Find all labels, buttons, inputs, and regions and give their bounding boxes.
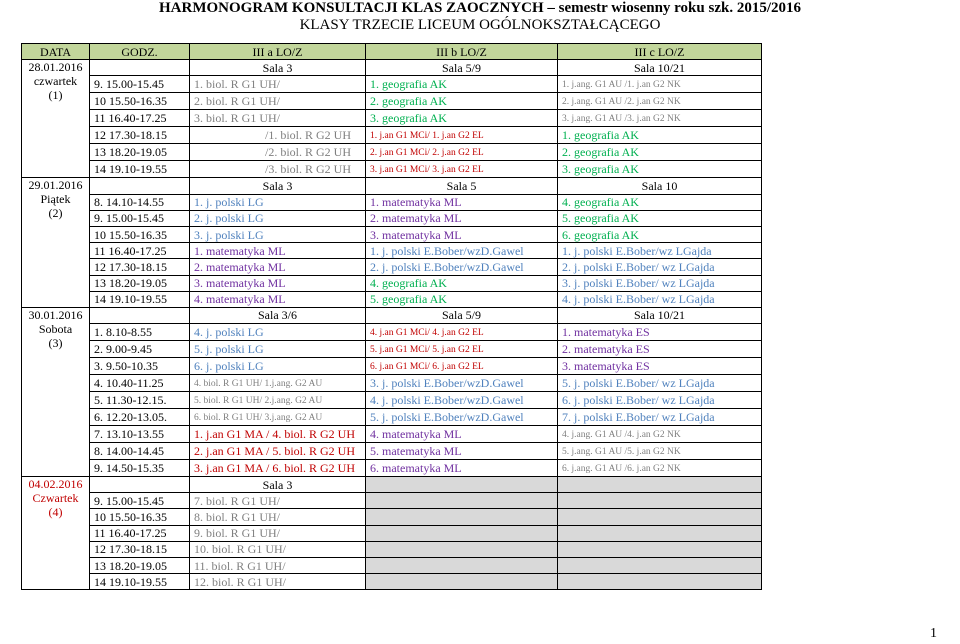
entry-text: 2. geografia AK (370, 94, 447, 109)
session-room-row (22, 60, 762, 76)
lesson-cell-c (558, 443, 762, 460)
lesson-row (22, 93, 762, 110)
lesson-row (22, 76, 762, 93)
entry-text: 2. biol. R G1 UH/ (194, 94, 281, 109)
lesson-row (22, 509, 762, 525)
room-label: Sala 10 (558, 178, 762, 194)
lesson-cell-b (366, 392, 558, 409)
lesson-cell-a (190, 144, 366, 161)
lesson-row (22, 275, 762, 291)
lesson-cell-a (190, 392, 366, 409)
lesson-cell-a (190, 558, 366, 574)
lesson-cell-b (366, 275, 558, 291)
page-number: 1 (930, 626, 937, 641)
header-row (22, 44, 762, 60)
lesson-cell-b (366, 291, 558, 307)
entry-text: 2. j. polski E.Bober/wzD.Gawel (370, 259, 524, 274)
lesson-cell-a (190, 375, 366, 392)
lesson-cell-c (558, 509, 762, 525)
header-date: DATA (22, 44, 90, 60)
lesson-cell-a (190, 226, 366, 242)
lesson-cell-b (366, 243, 558, 259)
entry-text: 5. j. polski E.Bober/wzD.Gawel (370, 410, 524, 425)
lesson-cell-a (190, 194, 366, 210)
entry-text: 8. biol. R G1 UH/ (194, 510, 281, 525)
entry-text: 3. j.an G1 MCi/ 3. j.an G2 EL (370, 165, 484, 176)
lesson-time: 12 17.30-18.15 (90, 127, 190, 144)
lesson-cell-a (190, 275, 366, 291)
entry-text: 1. matematyka ML (194, 243, 286, 258)
entry-text: 1. j. polski E.Bober/wzD.Gawel (370, 243, 524, 258)
entry-text: 7. j. polski E.Bober/ wz LGajda (562, 410, 715, 425)
entry-text: 2. j.an G1 MA / 5. biol. R G2 UH (194, 444, 356, 459)
lesson-time: 11 16.40-17.25 (90, 525, 190, 541)
entry-text: 1. geografia AK (562, 128, 639, 143)
lesson-cell-b (366, 161, 558, 178)
lesson-cell-c (558, 409, 762, 426)
lesson-cell-a (190, 161, 366, 178)
lesson-cell-b (366, 525, 558, 541)
time-blank (90, 178, 190, 194)
lesson-cell-c (558, 392, 762, 409)
lesson-row (22, 443, 762, 460)
lesson-row (22, 375, 762, 392)
lesson-time: 13 18.20-19.05 (90, 275, 190, 291)
entry-text: 5. biol. R G1 UH/ 2.j.ang. G2 AU (194, 396, 323, 407)
title-line-2: KLASY TRZECIE LICEUM OGÓLNOKSZTAŁCĄCEGO (299, 17, 661, 33)
lesson-cell-b (366, 358, 558, 375)
lesson-cell-b (366, 144, 558, 161)
session-day: Piątek (40, 192, 71, 207)
lesson-cell-a (190, 443, 366, 460)
session-room-row (22, 477, 762, 493)
lesson-cell-c (558, 541, 762, 557)
lesson-cell-a (190, 426, 366, 443)
lesson-cell-b (366, 409, 558, 426)
entry-text: 6. matematyka ML (370, 461, 462, 476)
lesson-row (22, 409, 762, 426)
lesson-row (22, 291, 762, 307)
entry-text: 5. j. polski E.Bober/ wz LGajda (562, 376, 715, 391)
lesson-row (22, 574, 762, 590)
lesson-time: 14 19.10-19.55 (90, 161, 190, 178)
lesson-cell-b (366, 541, 558, 557)
lesson-row (22, 194, 762, 210)
lesson-cell-c (558, 324, 762, 341)
lesson-cell-b (366, 426, 558, 443)
lesson-cell-b (366, 558, 558, 574)
entry-text: 5. j. polski LG (194, 342, 264, 357)
lesson-cell-a (190, 525, 366, 541)
lesson-cell-c (558, 525, 762, 541)
entry-text: 10. biol. R G1 UH/ (194, 542, 287, 557)
lesson-time: 3. 9.50-10.35 (90, 358, 190, 375)
lesson-time: 2. 9.00-9.45 (90, 341, 190, 358)
entry-text: 2. matematyka ES (562, 342, 650, 357)
lesson-row (22, 392, 762, 409)
lesson-cell-a (190, 409, 366, 426)
lesson-row (22, 460, 762, 477)
entry-text: 3. j. polski LG (194, 227, 264, 242)
lesson-time: 8. 14.10-14.55 (90, 194, 190, 210)
lesson-row (22, 259, 762, 275)
session-num: (2) (48, 206, 63, 221)
time-blank (90, 477, 190, 493)
lesson-cell-a (190, 76, 366, 93)
lesson-time: 12 17.30-18.15 (90, 259, 190, 275)
entry-text: 4. j. polski E.Bober/ wz LGajda (562, 292, 715, 307)
lesson-time: 9. 14.50-15.35 (90, 460, 190, 477)
room-label: Sala 5/9 (366, 307, 558, 323)
session-date: 29.01.2016 (28, 178, 83, 193)
entry-text: 1. j.an G1 MA / 4. biol. R G2 UH (194, 427, 356, 442)
lesson-cell-a (190, 341, 366, 358)
entry-text: 2. matematyka ML (194, 259, 286, 274)
lesson-cell-a (190, 291, 366, 307)
entry-text: 11. biol. R G1 UH/ (194, 558, 286, 573)
entry-text: 6. biol. R G1 UH/ 3.j.ang. G2 AU (194, 413, 323, 424)
lesson-cell-c (558, 375, 762, 392)
lesson-time: 12 17.30-18.15 (90, 541, 190, 557)
lesson-cell-c (558, 243, 762, 259)
lesson-cell-a (190, 93, 366, 110)
lesson-row (22, 525, 762, 541)
entry-text: 2. geografia AK (562, 145, 639, 160)
lesson-cell-c (558, 460, 762, 477)
entry-text: 4. j.ang. G1 AU /4. j.an G2 NK (562, 430, 681, 441)
session-day: Sobota (38, 321, 73, 336)
entry-text: /1. biol. R G2 UH (264, 128, 351, 143)
entry-text: 5. j.an G1 MCi/ 5. j.an G2 EL (370, 345, 484, 356)
lesson-cell-c (558, 558, 762, 574)
room-label: Sala 5 (366, 178, 558, 194)
lesson-time: 8. 14.00-14.45 (90, 443, 190, 460)
entry-text: 1. j. polski LG (194, 195, 264, 210)
lesson-row (22, 426, 762, 443)
entry-text: 3. geografia AK (370, 111, 447, 126)
entry-text: /2. biol. R G2 UH (264, 145, 351, 160)
entry-text: /3. biol. R G2 UH (264, 162, 351, 177)
lesson-cell-c (558, 493, 762, 509)
entry-text: 6. j.an G1 MCi/ 6. j.an G2 EL (370, 362, 484, 373)
entry-text: 4. j. polski E.Bober/wzD.Gawel (370, 393, 524, 408)
lesson-row (22, 243, 762, 259)
lesson-time: 14 19.10-19.55 (90, 291, 190, 307)
lesson-time: 11 16.40-17.25 (90, 110, 190, 127)
entry-text: 1. geografia AK (370, 77, 447, 92)
entry-text: 4. biol. R G1 UH/ 1.j.ang. G2 AU (194, 379, 323, 390)
session-num: (1) (48, 88, 63, 103)
lesson-row (22, 324, 762, 341)
session-room-row (22, 307, 762, 323)
entry-text: 3. j. polski E.Bober/wzD.Gawel (370, 376, 524, 391)
lesson-cell-b (366, 509, 558, 525)
lesson-cell-c (558, 259, 762, 275)
lesson-cell-a (190, 460, 366, 477)
session-date-cell (22, 477, 90, 590)
lesson-cell-c (558, 358, 762, 375)
lesson-cell-a (190, 541, 366, 557)
lesson-cell-a (190, 324, 366, 341)
entry-text: 4. matematyka ML (370, 427, 462, 442)
lesson-cell-a (190, 210, 366, 226)
entry-text: 1. matematyka ML (370, 195, 462, 210)
lesson-cell-c (558, 76, 762, 93)
entry-text: 4. geografia AK (370, 276, 447, 291)
time-blank (90, 307, 190, 323)
session-room-row (22, 178, 762, 194)
session-date-cell (22, 307, 90, 476)
room-label: Sala 3/6 (190, 307, 366, 323)
entry-text: 1. j.ang. G1 AU /1. j.an G2 NK (562, 80, 681, 91)
room-label: Sala 10/21 (558, 307, 762, 323)
lesson-row (22, 110, 762, 127)
lesson-time: 5. 11.30-12.15. (90, 392, 190, 409)
lesson-cell-c (558, 93, 762, 110)
lesson-row (22, 358, 762, 375)
lesson-time: 4. 10.40-11.25 (90, 375, 190, 392)
session-num: (4) (48, 505, 63, 520)
lesson-row (22, 210, 762, 226)
lesson-cell-c (558, 275, 762, 291)
lesson-time: 1. 8.10-8.55 (90, 324, 190, 341)
lesson-cell-b (366, 460, 558, 477)
session-num: (3) (48, 335, 63, 350)
entry-text: 6. j. polski LG (194, 359, 264, 374)
entry-text: 9. biol. R G1 UH/ (194, 526, 281, 541)
lesson-cell-a (190, 243, 366, 259)
entry-text: 3. j.an G1 MA / 6. biol. R G2 UH (194, 461, 356, 476)
lesson-cell-b (366, 194, 558, 210)
entry-text: 5. j.ang. G1 AU /5. j.an G2 NK (562, 447, 681, 458)
entry-text: 1. matematyka ES (562, 325, 650, 340)
room-label (558, 477, 762, 493)
entry-text: 3. j. polski E.Bober/ wz LGajda (562, 276, 715, 291)
lesson-cell-c (558, 291, 762, 307)
entry-text: 3. j.ang. G1 AU /3. j.an G2 NK (562, 114, 681, 125)
lesson-time: 10 15.50-16.35 (90, 226, 190, 242)
entry-text: 3. matematyka ML (370, 227, 462, 242)
entry-text: 5. geografia AK (370, 292, 447, 307)
lesson-cell-a (190, 509, 366, 525)
entry-text: 3. matematyka ML (194, 276, 286, 291)
lesson-row (22, 127, 762, 144)
lesson-cell-c (558, 574, 762, 590)
entry-text: 5. matematyka ML (370, 444, 462, 459)
lesson-cell-b (366, 127, 558, 144)
lesson-cell-a (190, 358, 366, 375)
room-label: Sala 3 (190, 477, 366, 493)
lesson-cell-b (366, 493, 558, 509)
room-label: Sala 3 (190, 178, 366, 194)
schedule-table (21, 43, 762, 590)
session-date-cell (22, 178, 90, 308)
lesson-row (22, 493, 762, 509)
lesson-cell-b (366, 76, 558, 93)
lesson-cell-b (366, 259, 558, 275)
entry-text: 3. biol. R G1 UH/ (194, 111, 281, 126)
lesson-time: 9. 15.00-15.45 (90, 493, 190, 509)
lesson-cell-a (190, 493, 366, 509)
lesson-cell-c (558, 127, 762, 144)
entry-text: 6. j. polski E.Bober/ wz LGajda (562, 393, 715, 408)
session-day: czwartek (33, 74, 78, 89)
lesson-cell-c (558, 144, 762, 161)
entry-text: 6. j.ang. G1 AU /6. j.an G2 NK (562, 464, 681, 475)
lesson-row (22, 226, 762, 242)
entry-text: 1. biol. R G1 UH/ (194, 77, 281, 92)
lesson-time: 10 15.50-16.35 (90, 93, 190, 110)
session-date: 04.02.2016 (28, 477, 83, 492)
time-blank (90, 60, 190, 76)
entry-text: 7. biol. R G1 UH/ (194, 493, 281, 508)
entry-text: 3. geografia AK (562, 162, 639, 177)
room-label (366, 477, 558, 493)
lesson-cell-a (190, 127, 366, 144)
document-header (0, 0, 960, 34)
room-label: Sala 3 (190, 60, 366, 76)
entry-text: 4. geografia AK (562, 195, 639, 210)
lesson-cell-c (558, 161, 762, 178)
lesson-time: 7. 13.10-13.55 (90, 426, 190, 443)
lesson-cell-b (366, 443, 558, 460)
header-class-b: III b LO/Z (366, 44, 558, 60)
lesson-row (22, 558, 762, 574)
lesson-cell-c (558, 194, 762, 210)
lesson-cell-b (366, 210, 558, 226)
room-label: Sala 10/21 (558, 60, 762, 76)
lesson-cell-b (366, 226, 558, 242)
lesson-time: 9. 15.00-15.45 (90, 76, 190, 93)
lesson-cell-a (190, 574, 366, 590)
session-day: Czwartek (32, 491, 79, 506)
lesson-cell-b (366, 93, 558, 110)
entry-text: 2. matematyka ML (370, 211, 462, 226)
lesson-row (22, 144, 762, 161)
entry-text: 12. biol. R G1 UH/ (194, 574, 287, 589)
lesson-cell-a (190, 259, 366, 275)
lesson-cell-b (366, 341, 558, 358)
lesson-time: 10 15.50-16.35 (90, 509, 190, 525)
lesson-row (22, 541, 762, 557)
entry-text: 4. j.an G1 MCi/ 4. j.an G2 EL (370, 328, 484, 339)
session-date: 28.01.2016 (28, 60, 83, 75)
lesson-time: 13 18.20-19.05 (90, 144, 190, 161)
lesson-cell-c (558, 341, 762, 358)
title-line-1: HARMONOGRAM KONSULTACJI KLAS ZAOCZNYCH – semestr wiosenny roku szk. 2015/2016 (159, 0, 801, 16)
lesson-cell-b (366, 574, 558, 590)
lesson-cell-a (190, 110, 366, 127)
lesson-time: 14 19.10-19.55 (90, 574, 190, 590)
lesson-time: 13 18.20-19.05 (90, 558, 190, 574)
lesson-cell-b (366, 375, 558, 392)
lesson-cell-c (558, 210, 762, 226)
lesson-time: 9. 15.00-15.45 (90, 210, 190, 226)
entry-text: 2. j.an G1 MCi/ 2. j.an G2 EL (370, 148, 484, 159)
entry-text: 6. geografia AK (562, 227, 639, 242)
lesson-cell-c (558, 226, 762, 242)
entry-text: 1. j.an G1 MCi/ 1. j.an G2 EL (370, 131, 484, 142)
lesson-time: 6. 12.20-13.05. (90, 409, 190, 426)
lesson-cell-c (558, 426, 762, 443)
lesson-row (22, 341, 762, 358)
lesson-row (22, 161, 762, 178)
entry-text: 5. geografia AK (562, 211, 639, 226)
lesson-time: 11 16.40-17.25 (90, 243, 190, 259)
header-class-c: III c LO/Z (558, 44, 762, 60)
entry-text: 2. j. polski E.Bober/ wz LGajda (562, 259, 715, 274)
lesson-cell-c (558, 110, 762, 127)
session-date-cell (22, 60, 90, 178)
entry-text: 2. j.ang. G1 AU /2. j.an G2 NK (562, 97, 681, 108)
entry-text: 2. j. polski LG (194, 211, 264, 226)
lesson-cell-b (366, 324, 558, 341)
header-class-a: III a LO/Z (190, 44, 366, 60)
entry-text: 4. j. polski LG (194, 325, 264, 340)
lesson-cell-b (366, 110, 558, 127)
entry-text: 1. j. polski E.Bober/wz LGajda (562, 243, 712, 258)
room-label: Sala 5/9 (366, 60, 558, 76)
session-date: 30.01.2016 (28, 307, 83, 322)
entry-text: 3. matematyka ES (562, 359, 650, 374)
header-time: GODZ. (90, 44, 190, 60)
entry-text: 4. matematyka ML (194, 292, 286, 307)
